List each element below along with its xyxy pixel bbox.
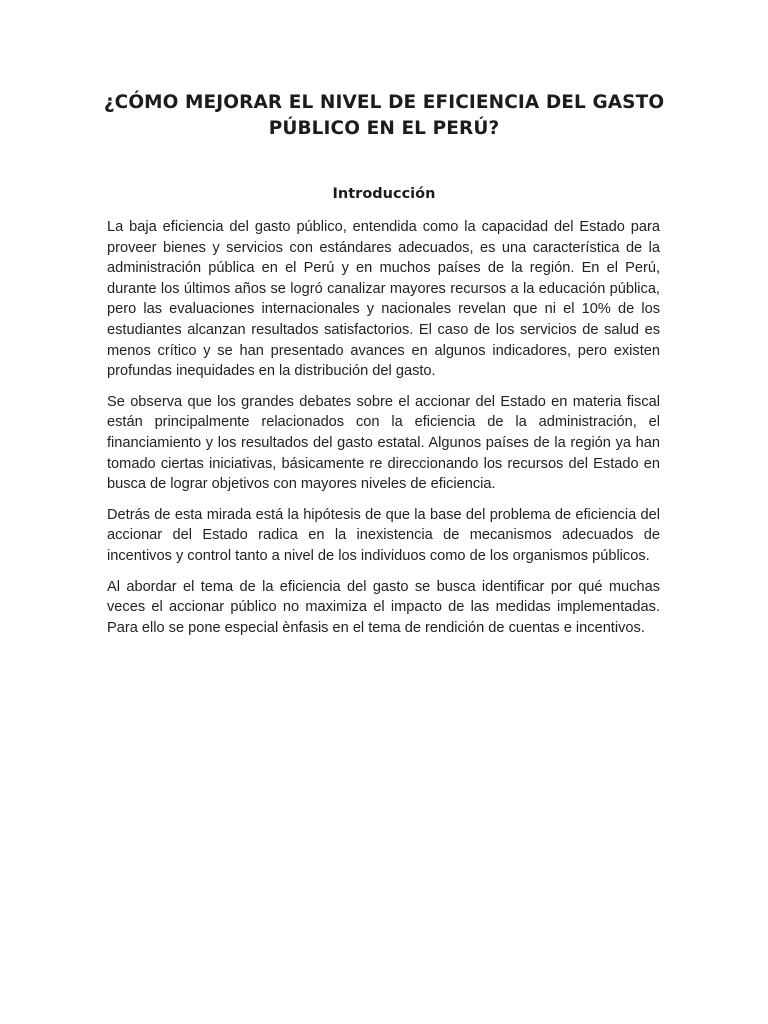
paragraph: La baja eficiencia del gasto público, entendida como la capacidad del Estado para proveer bienes y servicios con estándares adecuados, es una característica de la administración pública en el Perú y en muchos países de la región. En el Perú, durante los últimos años se logró canalizar mayores recursos a la educación pública, pero las evaluaciones internacionales y nacionales revelan que ni el 10% de los estudiantes alcanzan resultados satisfactorios. El caso de los servicios de salud es menos crítico y se han presentado avances en algunos indicadores, pero existen profundas inequidades en la distribución del gasto. <box>107 219 660 380</box>
document-body <box>107 217 660 648</box>
paragraph: Al abordar el tema de la eficiencia del gasto se busca identificar por qué muchas veces el accionar público no maximiza el impacto de las medidas implementadas. Para ello se pone especial ènfasis en el tema de rendición de cuentas e incentivos. <box>107 578 660 636</box>
document-title: ¿CÓMO MEJORAR EL NIVEL DE EFICIENCIA DEL GASTO PÚBLICO EN EL PERÚ? <box>103 92 665 139</box>
paragraph: Se observa que los grandes debates sobre el accionar del Estado en materia fiscal están principalmente relacionados con la eficiencia de la administración, el financiamiento y los resultados del gasto estatal. Algunos países de la región ya han tomado ciertas iniciativas, básicamente re direccionando los recursos del Estado en busca de lograr objetivos con mayores niveles de eficiencia. <box>107 393 660 493</box>
section-heading: Introducción <box>332 186 436 202</box>
paragraph: Detrás de esta mirada está la hipótesis de que la base del problema de eficiencia del accionar del Estado radica en la inexistencia de mecanismos adecuados de incentivos y control tanto a nivel de los individuos como de los organismos públicos. <box>107 506 660 564</box>
